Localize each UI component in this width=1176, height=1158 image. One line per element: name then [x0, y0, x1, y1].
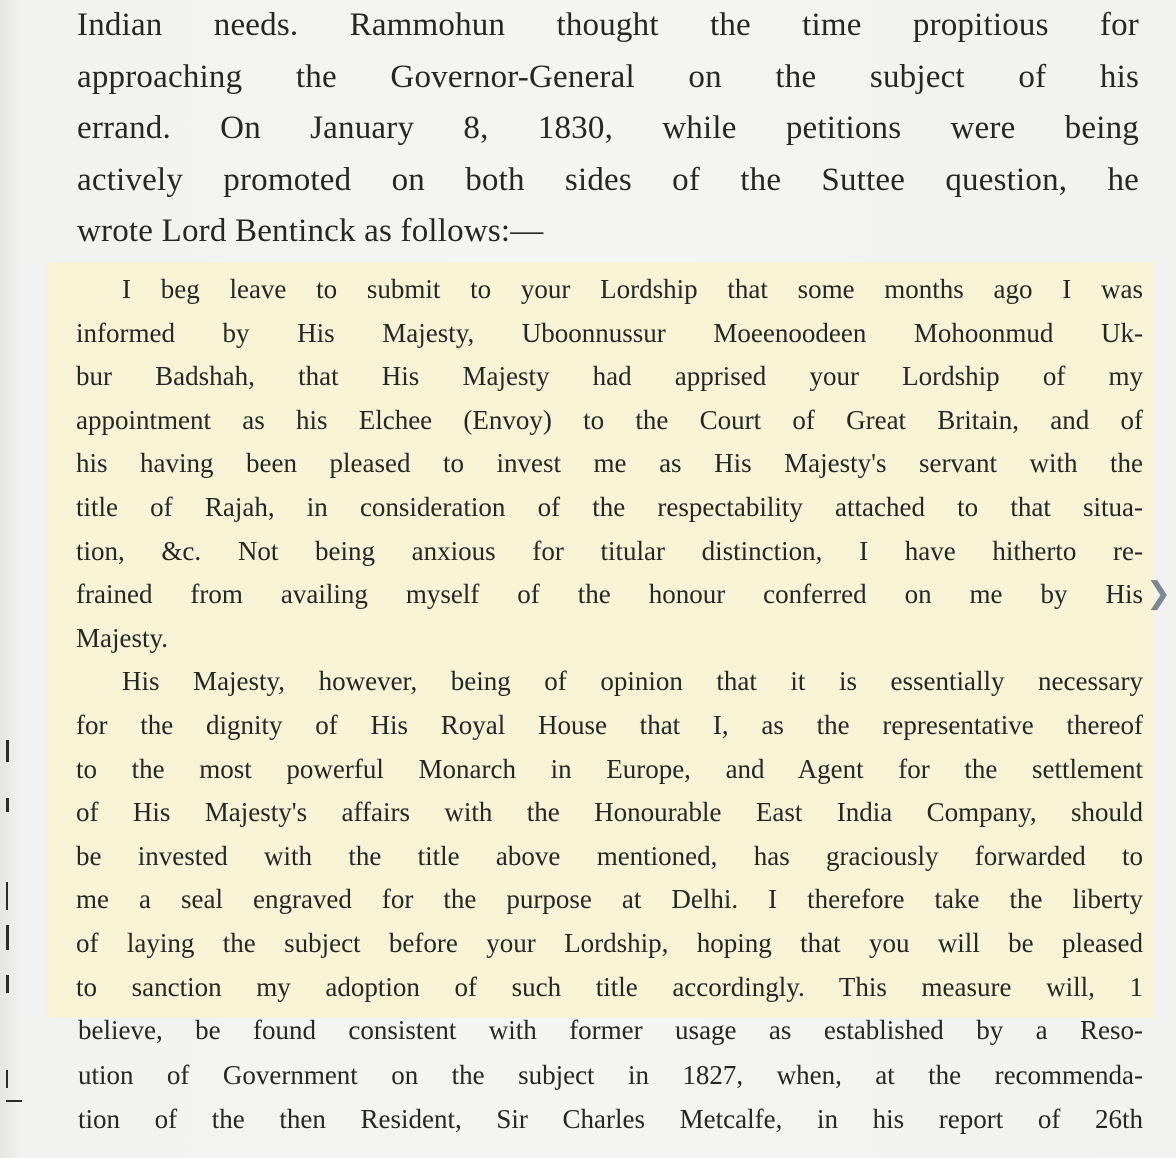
- left-margin-bleed: [0, 620, 40, 1120]
- intro-paragraph: [77, 0, 1139, 258]
- quote-line: His Majesty, however, being of opinion that it is essentially necessary: [122, 666, 1143, 697]
- scan-artifact-chevron-icon: ❯: [1146, 576, 1172, 611]
- quote-line: of laying the subject before your Lordship, hoping that you will be pleased: [76, 927, 1143, 958]
- quote-line: title of Rajah, in consideration of the respectability attached to that situa-: [76, 491, 1143, 522]
- intro-line: wrote Lord Bentinck as follows:—: [77, 213, 544, 249]
- quote-line: bur Badshah, that His Majesty had apprised your Lordship of my: [76, 361, 1143, 392]
- intro-line: Indian needs. Rammohun thought the time propitious for: [77, 7, 1139, 43]
- intro-line: errand. On January 8, 1830, while petitions were being: [77, 110, 1139, 146]
- quote-line: to sanction my adoption of such title accordingly. This measure will, 1: [76, 971, 1143, 1002]
- quote-line: me a seal engraved for the purpose at Delhi. I therefore take the liberty: [76, 884, 1143, 915]
- tail-line: tion of the then Resident, Sir Charles Metcalfe, in his report of 26th: [78, 1104, 1143, 1134]
- quote-line: his having been pleased to invest me as His Majesty's servant with the: [76, 448, 1143, 479]
- quote-line: tion, &c. Not being anxious for titular distinction, I have hitherto re-: [76, 535, 1143, 566]
- quote-line: I beg leave to submit to your Lordship that some months ago I was: [122, 274, 1143, 304]
- block-quote: [76, 268, 1143, 1009]
- quote-line: to the most powerful Monarch in Europe, and Agent for the settlement: [76, 753, 1143, 784]
- quote-line: Majesty.: [76, 622, 168, 653]
- quote-line: informed by His Majesty, Uboonnussur Moeenoodeen Mohoonmud Uk-: [76, 317, 1143, 348]
- quote-line: for the dignity of His Royal House that I, as the representative thereof: [76, 709, 1143, 740]
- tail-line: ution of Government on the subject in 1827, when, at the recommenda-: [78, 1059, 1143, 1090]
- quote-line: be invested with the title above mentioned, has graciously forwarded to: [76, 840, 1143, 871]
- intro-line: approaching the Governor-General on the subject of his: [77, 58, 1139, 95]
- quote-line: appointment as his Elchee (Envoy) to the Court of Great Britain, and of: [76, 404, 1143, 435]
- tail-line: believe, be found consistent with former usage as established by a Reso-: [78, 1015, 1143, 1045]
- quote-line: of His Majesty's affairs with the Honourable East India Company, should: [76, 797, 1143, 828]
- intro-line: actively promoted on both sides of the Suttee question, he: [77, 161, 1139, 198]
- quote-line: frained from availing myself of the honour conferred on me by His: [76, 579, 1143, 610]
- quote-continuation: [78, 1008, 1143, 1142]
